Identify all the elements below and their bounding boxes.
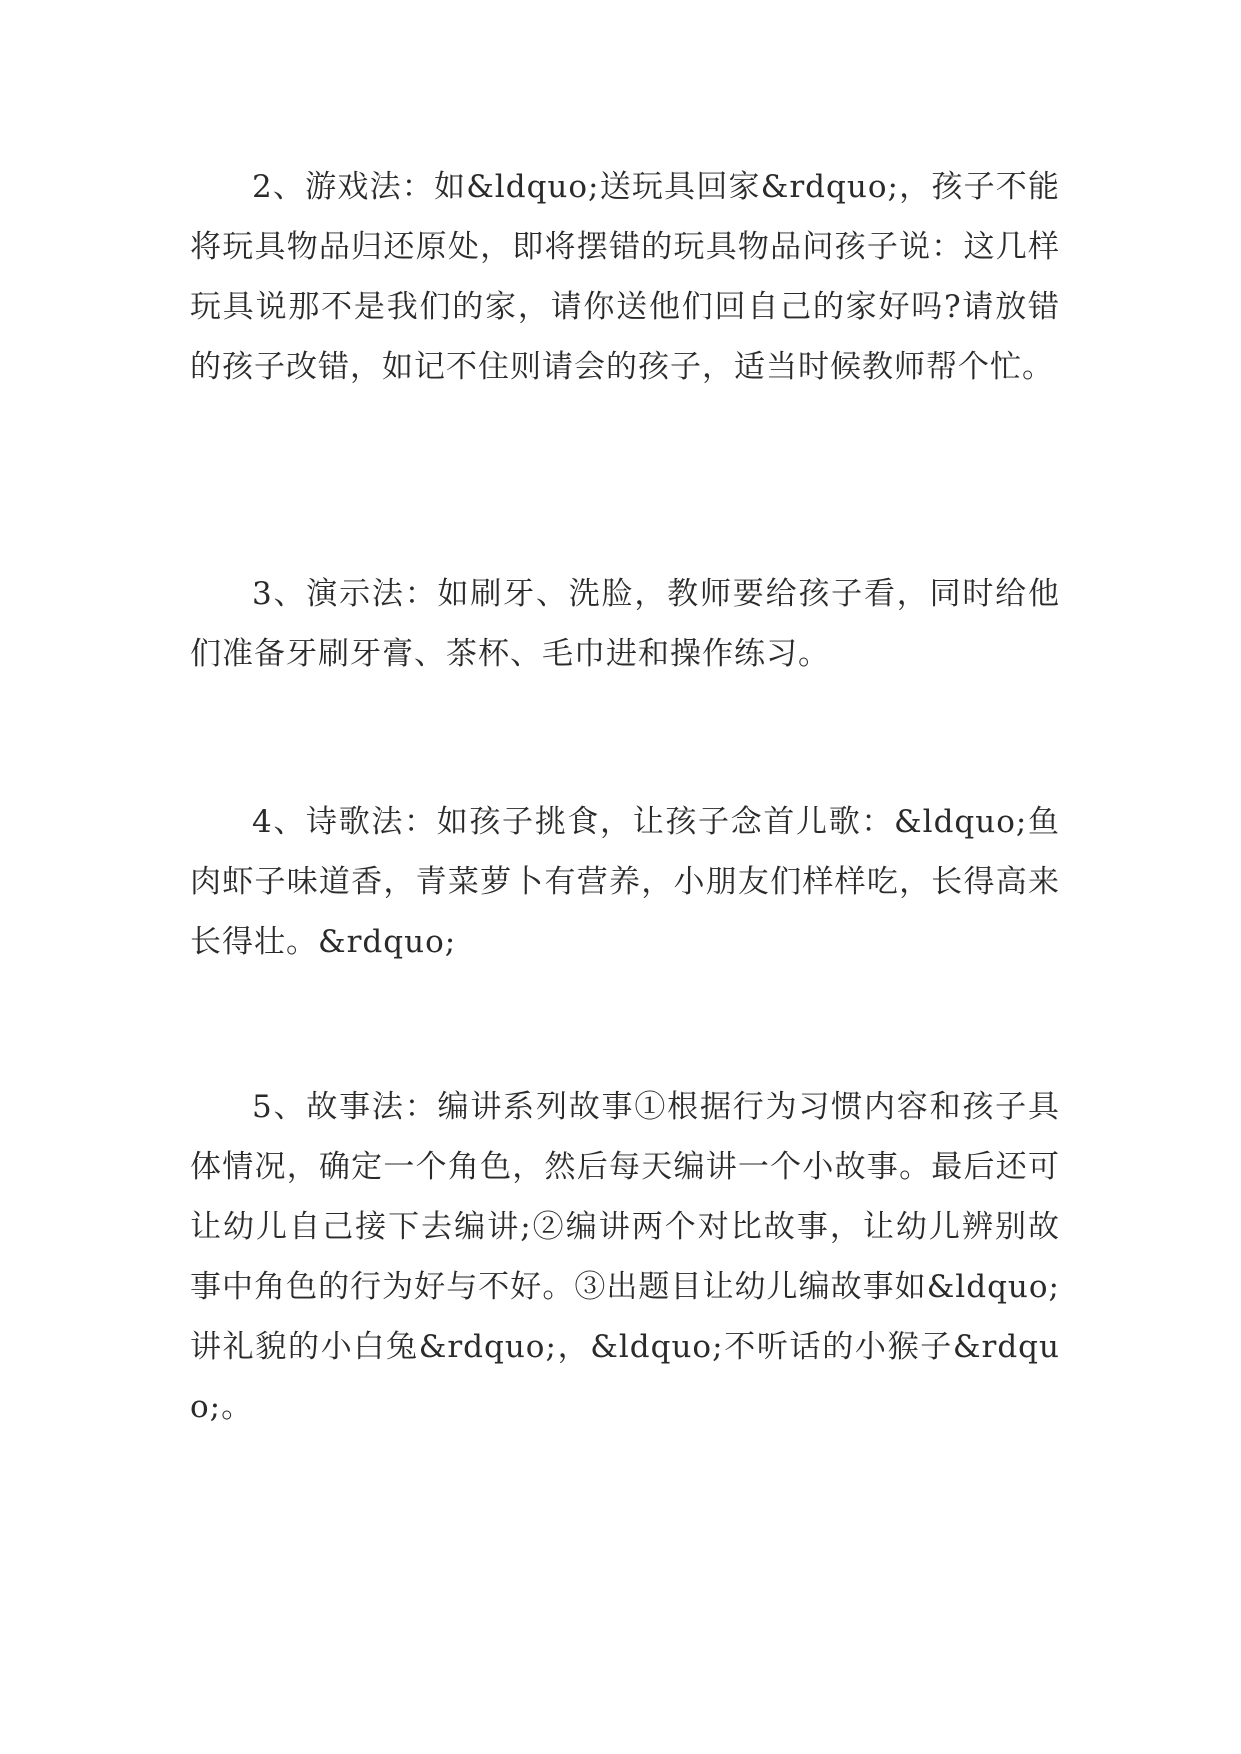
paragraph-story-method: 5、故事法：编讲系列故事①根据行为习惯内容和孩子具体情况，确定一个角色，然后每天编讲一个小故事。最后还可让幼儿自己接下去编讲;②编讲两个对比故事，让幼儿辨别故事中角色的行为好与不好。③出题目让幼儿编故事如&ldquo;讲礼貌的小白兔&rdquo;，&ldquo;不听话的小猴子&rdquo;。: [190, 1089, 1060, 1425]
paragraph-game-method: 2、游戏法：如&ldquo;送玩具回家&rdquo;，孩子不能将玩具物品归还原处，即将摆错的玩具物品问孩子说：这几样玩具说那不是我们的家，请你送他们回自己的家好吗?请放错的孩子改错，如记不住则请会的孩子，适当时候教师帮个忙。: [190, 169, 1060, 385]
paragraph-demonstration-method: 3、演示法：如刷牙、洗脸，教师要给孩子看，同时给他们准备牙刷牙膏、茶杯、毛巾进和操作练习。: [190, 576, 1060, 672]
paragraph-poetry-method: 4、诗歌法：如孩子挑食，让孩子念首儿歌：&ldquo;鱼肉虾子味道香，青菜萝卜有营养，小朋友们样样吃，长得高来长得壮。&rdquo;: [190, 804, 1060, 960]
